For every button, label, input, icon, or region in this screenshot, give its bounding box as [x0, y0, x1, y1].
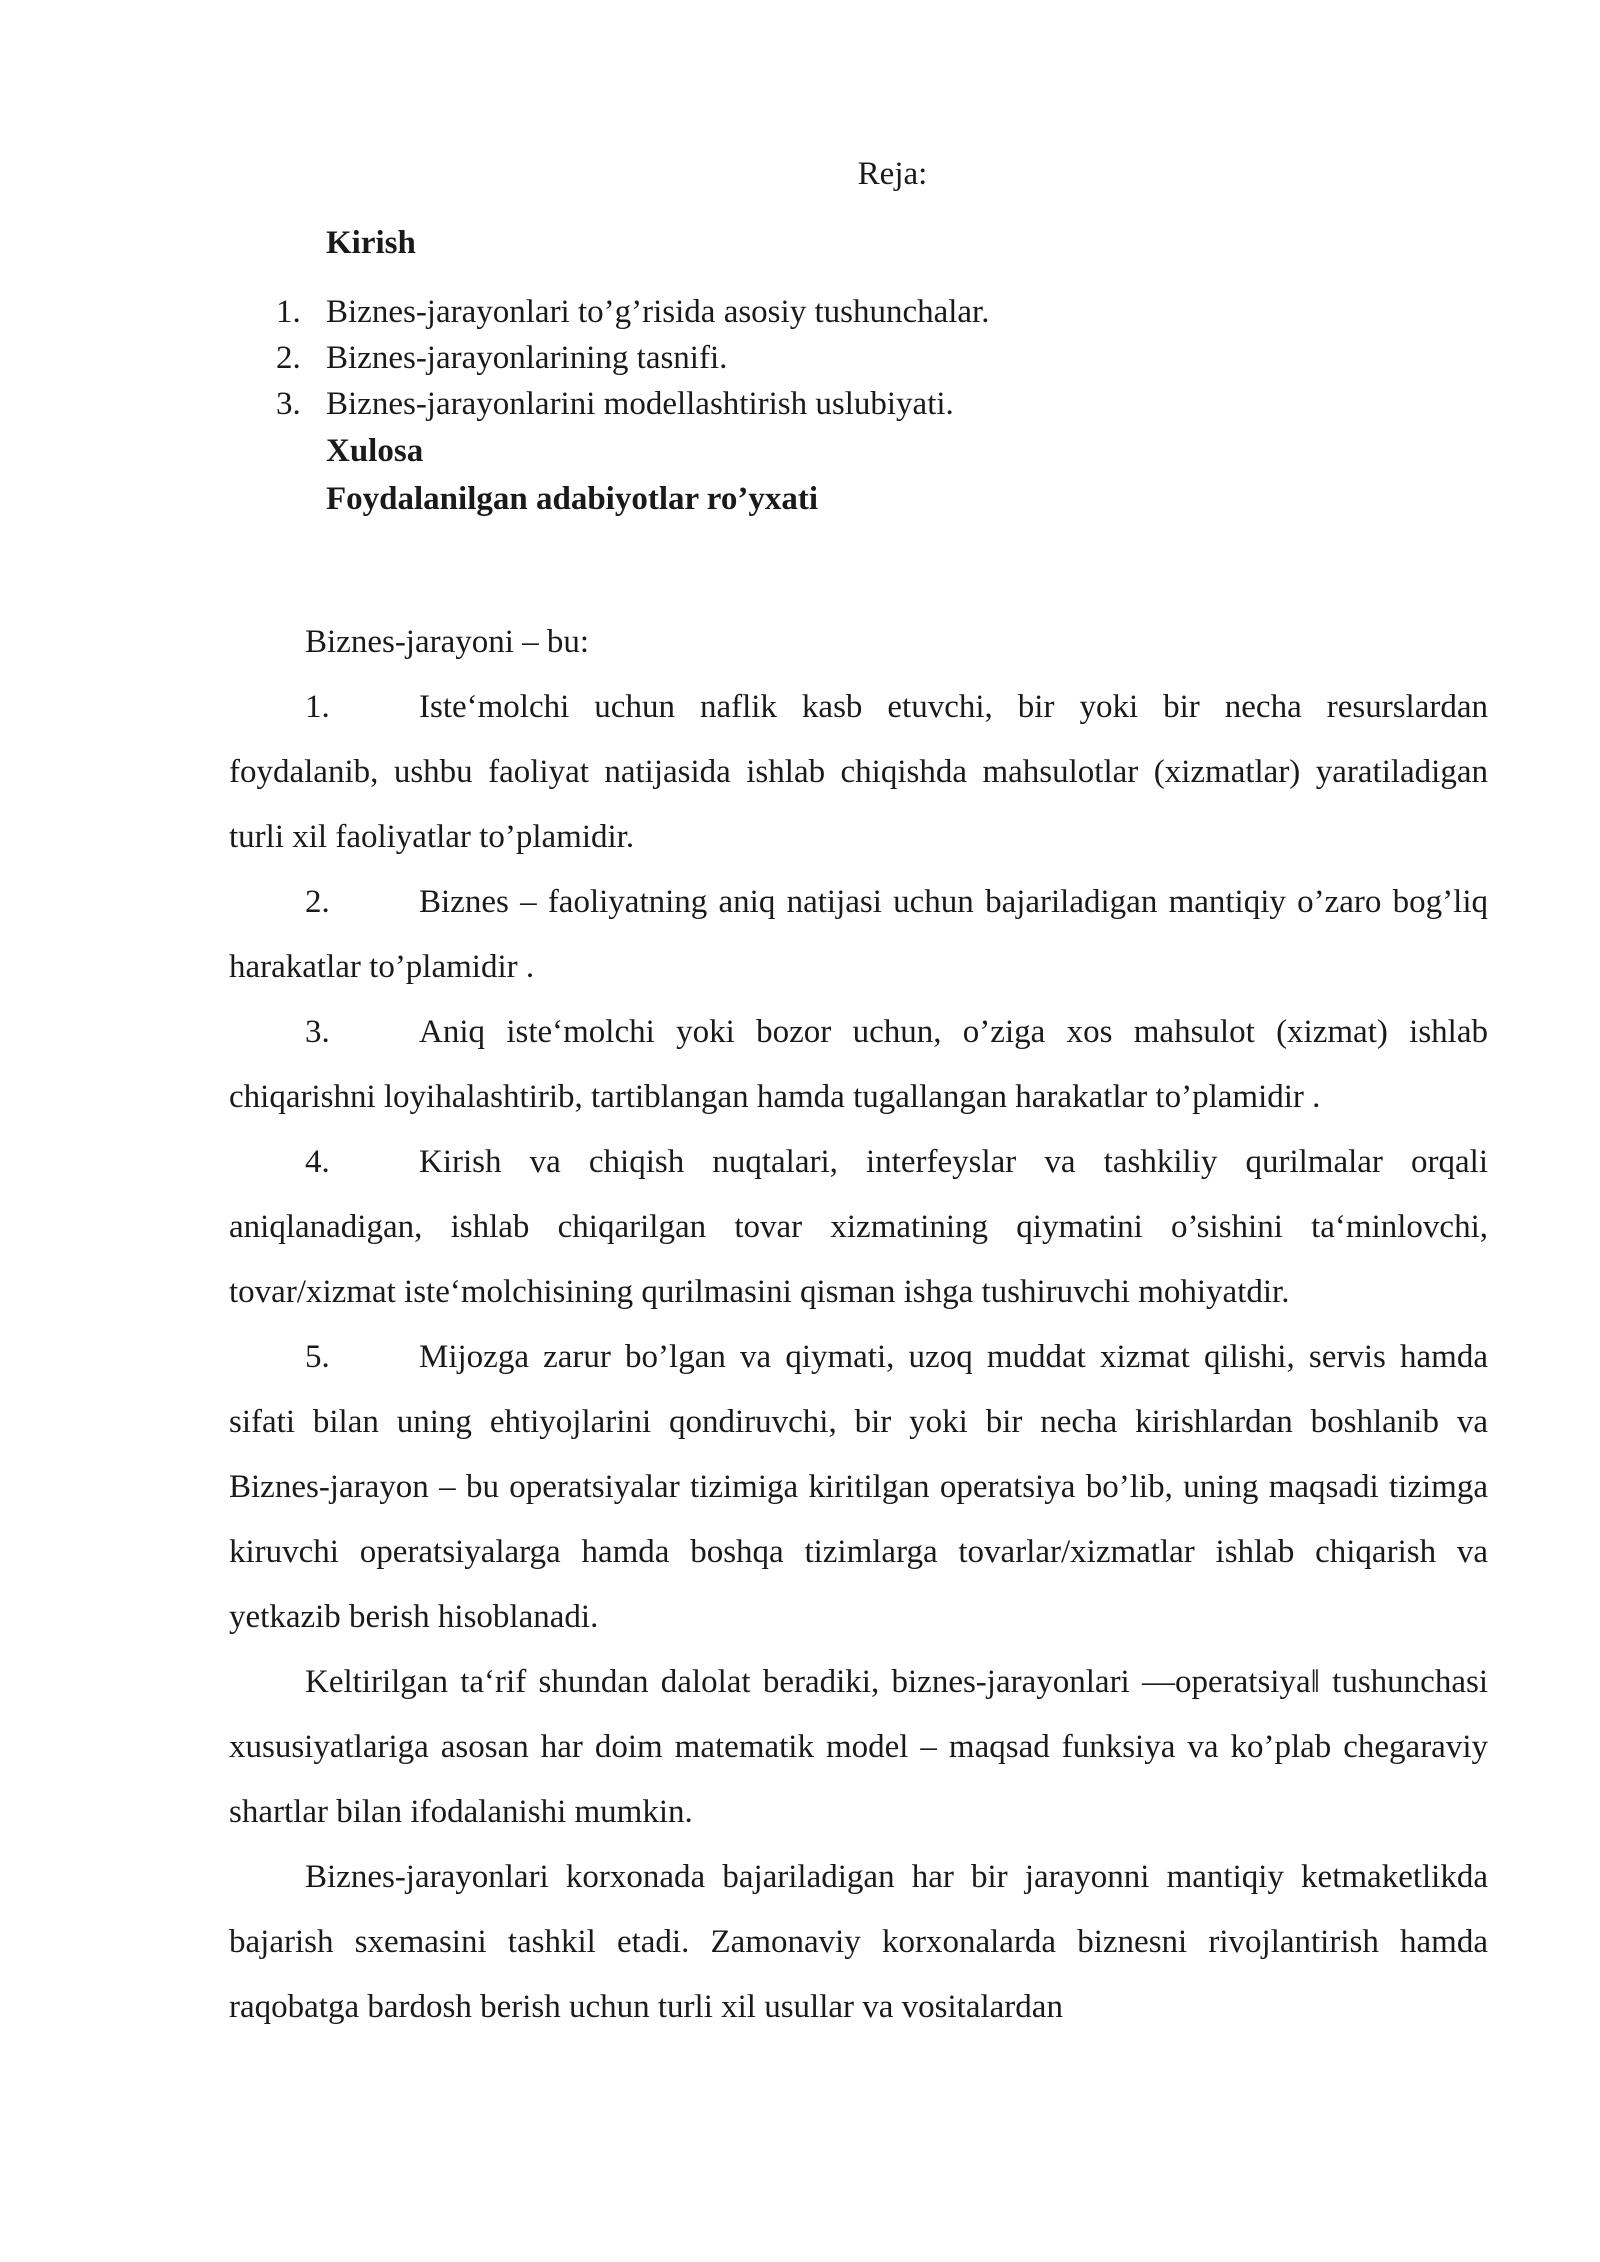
- plan-intro: Kirish: [326, 225, 416, 261]
- definition-intro: Biznes-jarayoni – bu:: [305, 624, 590, 660]
- definition-item: [229, 1130, 1488, 1325]
- plan-item: Biznes-jarayonlarini modellashtirish uslubiyati.: [326, 386, 954, 422]
- plan-item-number: 1.: [276, 294, 301, 330]
- plan-item-number: 2.: [276, 340, 301, 376]
- definition-text: Kirish va chiqish nuqtalari, interfeyslar va tashkiliy qurilmalar orqali aniqlanadigan, ishlab chiqarilgan tovar xizmatining qiymatini o’sishini ta‘minlovchi, tovar/xizmat iste‘molchisining qurilmasini qisman ishga tushiruvchi mohiyatdir.: [229, 1144, 1488, 1310]
- body-paragraph: Keltirilgan ta‘rif shundan dalolat beradiki, biznes-jarayonlari ―operatsiya‖ tushunchasi xususiyatlariga asosan har doim matematik model – maqsad funksiya va ko’plab chegaraviy shartlar bilan ifodalanishi mumkin.: [229, 1664, 1488, 1830]
- definition-text: Biznes – faoliyatning aniq natijasi uchun bajariladigan mantiqiy o’zaro bog’liq harakatlar to’plamidir .: [229, 884, 1488, 985]
- plan-title: Reja:: [857, 156, 928, 192]
- definition-number: 3.: [305, 1014, 330, 1050]
- definition-item: [229, 1000, 1488, 1130]
- plan-references: Foydalanilgan adabiyotlar ro’yxati: [326, 481, 819, 517]
- definition-item: [229, 870, 1488, 1000]
- definition-text: Iste‘molchi uchun naflik kasb etuvchi, bir yoki bir necha resurslardan foydalanib, ushbu faoliyat natijasida ishlab chiqishda mahsulotlar (xizmatlar) yaratiladigan turli xil faoliyatlar to’plamidir.: [229, 689, 1488, 855]
- body-text: [229, 610, 1488, 2040]
- definition-text: Mijozga zarur bo’lgan va qiymati, uzoq muddat xizmat qilishi, servis hamda sifati bilan uning ehtiyojlarini qondiruvchi, bir yoki bir necha kirishlardan boshlanib va Biznes-jarayon – bu operatsiyalar tizimiga kiritilgan operatsiya bo’lib, uning maqsadi tizimga kiruvchi operatsiyalarga hamda boshqa tizimlarga tovarlar/xizmatlar ishlab chiqarish va yetkazib berish hisoblanadi.: [229, 1339, 1488, 1635]
- plan-item: Biznes-jarayonlarining tasnifi.: [326, 340, 728, 376]
- definition-number: 5.: [305, 1339, 330, 1375]
- definition-number: 1.: [305, 689, 330, 725]
- plan-item: Biznes-jarayonlari to’g’risida asosiy tushunchalar.: [326, 294, 990, 330]
- definition-text: Aniq iste‘molchi yoki bozor uchun, o’ziga xos mahsulot (xizmat) ishlab chiqarishni loyihalashtirib, tartiblangan hamda tugallangan harakatlar to’plamidir .: [229, 1014, 1488, 1115]
- definition-number: 2.: [305, 884, 330, 920]
- definition-item: [229, 675, 1488, 870]
- plan-item-number: 3.: [276, 386, 301, 422]
- plan-conclusion: Xulosa: [326, 433, 424, 469]
- definition-number: 4.: [305, 1144, 330, 1180]
- body-paragraph: Biznes-jarayonlari korxonada bajariladigan har bir jarayonni mantiqiy ketmaketlikda bajarish sxemasini tashkil etadi. Zamonaviy korxonalarda biznesni rivojlantirish hamda raqobatga bardosh berish uchun turli xil usullar va vositalardan: [229, 1859, 1488, 2025]
- definition-item: [229, 1325, 1488, 1650]
